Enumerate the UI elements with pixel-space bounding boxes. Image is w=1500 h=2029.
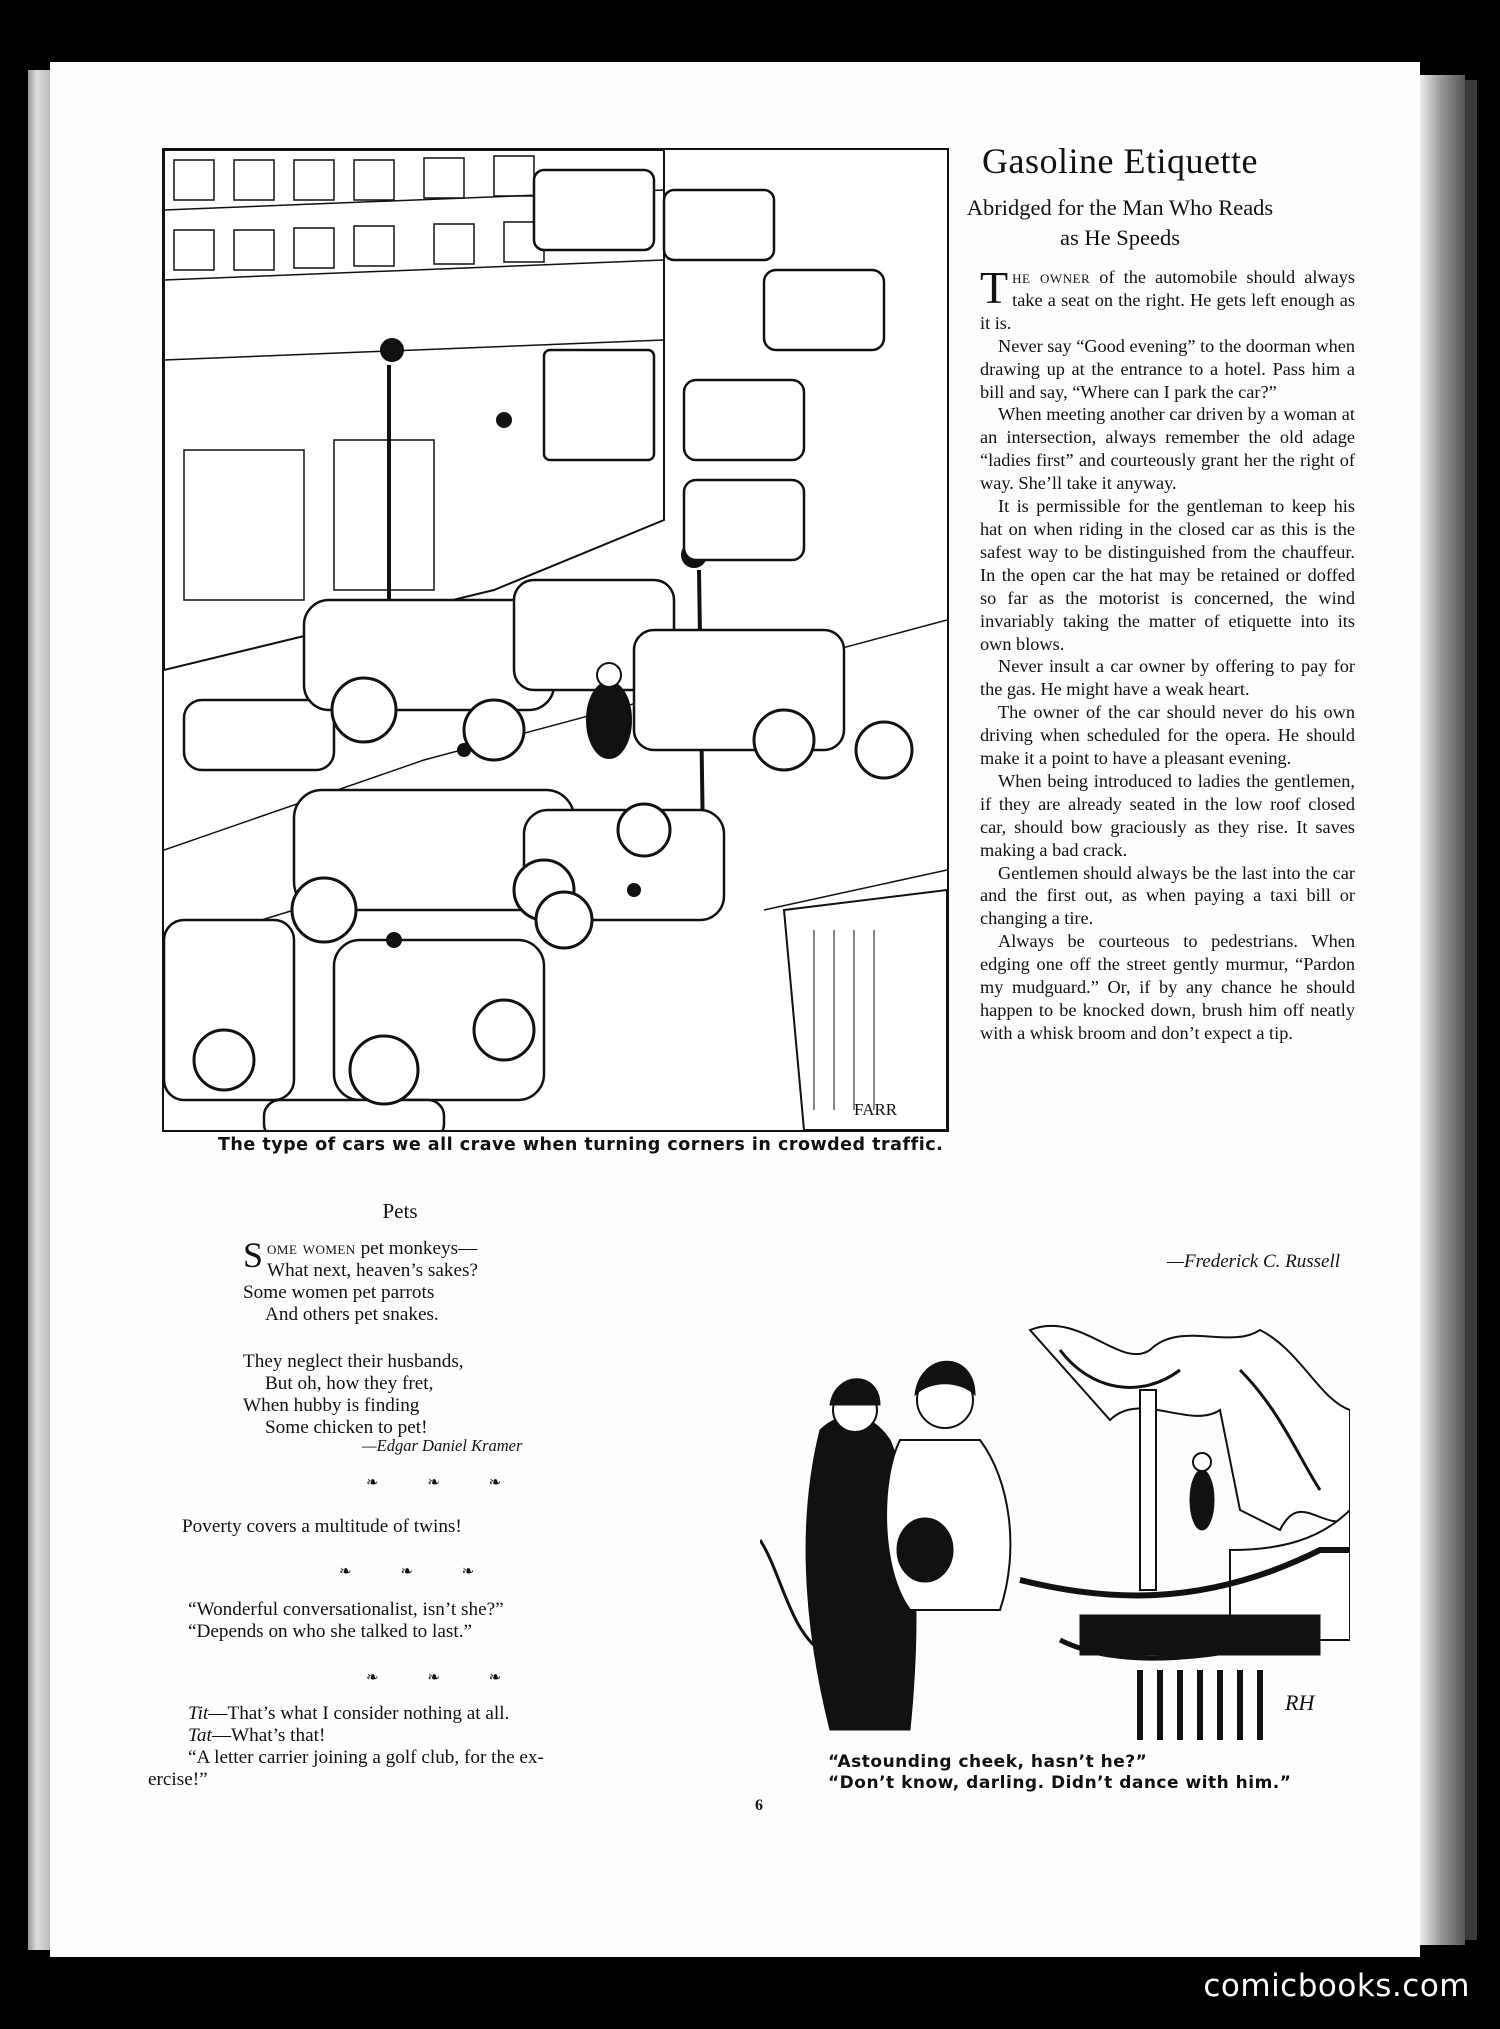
site-watermark: comicbooks.com	[1203, 1968, 1470, 2004]
rh-signature: RH	[1285, 1690, 1315, 1715]
article-title: Gasoline Etiquette	[982, 141, 1258, 181]
women-cartoon	[760, 1310, 1350, 1755]
poem-line-8: Some chicken to pet!	[265, 1417, 428, 1438]
top-cartoon-caption: The type of cars we all crave when turning corners in crowded traffic.	[218, 1135, 944, 1155]
tat-label: Tat	[188, 1725, 212, 1746]
joke-line-1: “Wonderful conversationalist, isn’t she?”	[188, 1599, 504, 1620]
paragraph-7: When being introduced to ladies the gentlemen, if they are already seated in the low roof closed car, should bow graciously as they rise. It saves making a bad crack.	[980, 770, 1355, 860]
page-number: 6	[755, 1797, 763, 1814]
poem-drop-cap: S	[243, 1235, 264, 1275]
paragraph-2: Never say “Good evening” to the doorman when drawing up at the entrance to a hotel. Pass him a bill and say, “Where can I park the car?”	[980, 335, 1355, 402]
poem-stanza-1	[243, 1235, 603, 1326]
poem-line-4: And others pet snakes.	[265, 1304, 439, 1325]
drop-cap: T	[980, 262, 1009, 313]
article-author: —Frederick C. Russell	[1167, 1251, 1340, 1272]
paragraph-5: Never insult a car owner by offering to pay for the gas. He might have a weak heart.	[980, 656, 1355, 700]
tit-label: Tit	[188, 1703, 209, 1724]
paragraph-6: The owner of the car should never do his own driving when scheduled for the opera. He should make it a point to have a pleasant evening.	[980, 702, 1355, 769]
ornament-divider-1: ❧ ❧ ❧	[366, 1473, 524, 1491]
joke-twins: Poverty covers a multitude of twins!	[182, 1516, 462, 1537]
poem-smallcaps: ome women	[267, 1238, 356, 1259]
article-body	[980, 262, 1356, 1045]
bottom-caption-line-2: “Don’t know, darling. Didn’t dance with him.”	[828, 1773, 1292, 1793]
ornament-divider-2: ❧ ❧ ❧	[339, 1562, 497, 1580]
joke-tit-tat	[148, 1703, 648, 1791]
paragraph-4: It is permissible for the gentleman to keep his hat on when riding in the closed car as this is the safest way to be distinguished from the chauffeur. In the open car the hat may be retained or doffed so far as the motorist is concerned, the wind invariably taking the matter of etiquette into its own blows.	[980, 496, 1355, 654]
poem-line-1-text: pet monkeys—	[355, 1238, 478, 1259]
opening-smallcaps: he owner	[1012, 267, 1091, 287]
ornament-divider-3: ❧ ❧ ❧	[366, 1668, 524, 1686]
page-edge-left	[28, 70, 50, 1950]
page-edge-right	[1420, 75, 1465, 1945]
paragraph-1	[980, 262, 1356, 335]
poem-stanza-2	[243, 1351, 603, 1439]
poem-line-7: When hubby is finding	[243, 1395, 420, 1416]
subtitle-line-2: as He Speeds	[1060, 225, 1180, 250]
paragraph-3: When meeting another car driven by a woman at an intersection, always remember the old adage “ladies first” and courteously grant her the right of way. She’ll take it anyway.	[980, 404, 1355, 494]
joke-line-2: “Depends on who she talked to last.”	[188, 1621, 473, 1642]
poem-line-5: They neglect their husbands,	[243, 1351, 464, 1372]
poem-author: —Edgar Daniel Kramer	[362, 1436, 523, 1455]
traffic-cartoon	[162, 148, 949, 1132]
farr-signature: FARR	[854, 1100, 898, 1119]
joke-punch-line: “A letter carrier joining a golf club, for the ex-	[188, 1747, 544, 1768]
article-subtitle	[955, 193, 1285, 253]
joke-conversationalist	[188, 1599, 504, 1643]
paragraph-9: Always be courteous to pedestrians. When edging one off the street gently murmur, “Pardon my mudguard.” Or, if by any chance he should happen to be knocked down, brush him off neatly with a whisk broom and don’t expect a tip.	[980, 931, 1355, 1043]
joke-punch-line-2: ercise!”	[148, 1769, 208, 1790]
bottom-caption-line-1: “Astounding cheek, hasn’t he?”	[828, 1752, 1148, 1772]
subtitle-line-1: Abridged for the Man Who Reads	[966, 195, 1274, 220]
bottom-cartoon-caption	[828, 1752, 1291, 1794]
tat-line	[188, 1725, 648, 1747]
tit-line	[188, 1703, 648, 1725]
paragraph-1-text: of the automobile should always take a seat on the right. He gets left enough as it is.	[980, 267, 1356, 333]
poem-title: Pets	[382, 1199, 418, 1223]
poem-line-2: What next, heaven’s sakes?	[267, 1260, 479, 1281]
poem-line-3: Some women pet parrots	[243, 1282, 435, 1303]
page-edge-shadow	[1465, 80, 1477, 1940]
tat-text: —What’s that!	[211, 1725, 326, 1746]
tit-text: —That’s what I consider nothing at all.	[208, 1703, 510, 1724]
paragraph-8: Gentlemen should always be the last into the car and the first out, as when paying a taxi bill or changing a tire.	[980, 862, 1355, 929]
poem-line-6: But oh, how they fret,	[265, 1373, 434, 1394]
